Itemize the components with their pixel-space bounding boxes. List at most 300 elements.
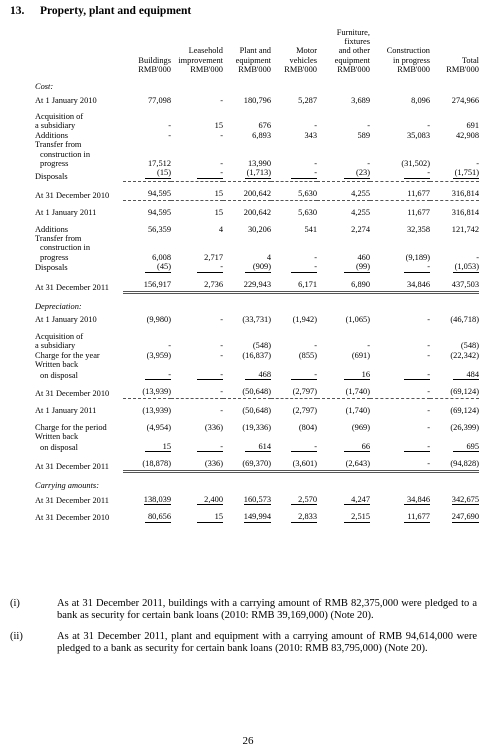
value-cell	[271, 341, 317, 350]
cell-value: 468	[245, 370, 271, 380]
column-header-line: fixtures	[344, 37, 370, 47]
cell-value: 274,966	[451, 95, 479, 105]
value-cell	[123, 280, 171, 293]
column-header	[171, 28, 223, 74]
page-number: 26	[242, 735, 254, 747]
column-header-line: in progress	[393, 55, 430, 65]
row-label: construction in	[40, 149, 91, 159]
value-cell	[223, 234, 271, 243]
value-cell	[123, 121, 171, 130]
value-cell	[370, 262, 430, 272]
cell-value: 4,247	[344, 495, 370, 505]
row-label: Transfer from	[35, 140, 82, 150]
value-cell	[271, 262, 317, 272]
cell-value: (22,342)	[450, 350, 479, 360]
cell-value: 247,690	[451, 512, 479, 522]
value-cell	[123, 189, 171, 201]
value-cell	[430, 280, 479, 293]
value-cell	[271, 96, 317, 105]
value-cell	[430, 168, 479, 181]
value-cell	[317, 432, 370, 441]
value-cell	[317, 208, 370, 217]
value-cell	[223, 459, 271, 472]
note-text: As at 31 December 2011, plant and equipment with a carrying amount of RMB 94,614,000 were pledged to a bank as security for certain bank loans (2010: RMB 83,795,000) (Note 20).	[57, 631, 477, 655]
spacer-cell	[35, 218, 479, 225]
value-cell	[370, 432, 430, 441]
value-cell	[223, 351, 271, 360]
cell-value: 5,287	[298, 95, 317, 105]
value-cell	[171, 159, 223, 168]
row-label: Additions	[35, 224, 69, 234]
cell-value: 138,039	[143, 494, 171, 504]
value-cell	[271, 243, 317, 252]
value-cell	[171, 370, 223, 380]
cell-value: -	[404, 442, 430, 452]
value-cell	[223, 341, 271, 350]
value-cell	[430, 262, 479, 272]
value-cell	[271, 370, 317, 380]
cell-value: (33,731)	[242, 315, 271, 325]
value-cell	[223, 253, 271, 262]
cell-value: 6,890	[351, 279, 370, 289]
value-cell	[123, 406, 171, 415]
value-cell	[271, 315, 317, 324]
value-cell	[317, 406, 370, 415]
value-cell	[171, 253, 223, 262]
value-cell	[123, 243, 171, 252]
value-cell	[317, 351, 370, 360]
cell-value: -	[404, 262, 430, 272]
value-cell	[171, 360, 223, 369]
cell-value: (9,189)	[405, 252, 430, 262]
value-cell	[271, 234, 317, 243]
value-cell	[430, 332, 479, 341]
cell-value: -	[367, 159, 370, 169]
value-cell	[370, 140, 430, 149]
cell-value: (45)	[145, 262, 171, 272]
value-cell	[123, 234, 171, 243]
value-cell	[370, 243, 430, 252]
row-label: a subsidiary	[35, 341, 76, 351]
cell-value: -	[145, 370, 171, 380]
cell-value: 200,642	[243, 188, 271, 198]
column-header-line: Buildings	[138, 55, 171, 65]
cell-value: 316,814	[451, 188, 479, 198]
column-unit: RMB'000	[138, 64, 171, 74]
value-cell	[171, 168, 223, 181]
row-spacer	[35, 416, 479, 423]
value-cell	[171, 423, 223, 432]
table-row	[35, 341, 479, 350]
row-label: progress	[40, 159, 69, 169]
cell-value: -	[427, 350, 430, 360]
value-cell	[123, 495, 171, 505]
cell-value: (13,939)	[142, 406, 171, 416]
value-cell	[171, 112, 223, 121]
value-cell	[171, 243, 223, 252]
value-cell	[271, 168, 317, 181]
value-cell	[171, 140, 223, 149]
table-row	[35, 442, 479, 452]
cell-value: 11,677	[407, 188, 430, 198]
value-cell	[223, 262, 271, 272]
spacer-cell	[35, 105, 479, 112]
value-cell	[223, 432, 271, 441]
value-cell	[171, 262, 223, 272]
value-cell	[223, 131, 271, 140]
cell-value: 2,833	[291, 512, 317, 522]
value-cell	[430, 253, 479, 262]
value-cell	[271, 189, 317, 201]
value-cell	[271, 512, 317, 522]
value-cell	[271, 253, 317, 262]
value-cell	[271, 150, 317, 159]
value-cell	[223, 150, 271, 159]
value-cell	[370, 234, 430, 243]
row-spacer	[35, 201, 479, 209]
table-row	[35, 189, 479, 201]
table-row	[35, 121, 479, 130]
value-cell	[271, 332, 317, 341]
cell-value: 80,656	[145, 512, 171, 522]
cell-value: (1,740)	[345, 406, 370, 416]
cell-value: (548)	[460, 341, 479, 351]
value-cell	[123, 332, 171, 341]
value-cell	[223, 225, 271, 234]
cell-value: (1,740)	[345, 386, 370, 396]
value-cell	[317, 512, 370, 522]
cell-value: (855)	[298, 350, 317, 360]
row-label: on disposal	[40, 442, 78, 452]
row-spacer	[35, 105, 479, 112]
value-cell	[123, 360, 171, 369]
value-cell	[271, 208, 317, 217]
value-cell	[171, 459, 223, 472]
table-section-title: Depreciation:	[35, 302, 82, 312]
spacer-cell	[35, 505, 479, 512]
cell-value: -	[197, 262, 223, 272]
value-cell	[317, 96, 370, 105]
cell-value: 34,846	[404, 495, 430, 505]
table-row	[35, 512, 479, 522]
cell-value: -	[197, 370, 223, 380]
cell-value: (23)	[344, 168, 370, 178]
cell-value: 56,359	[147, 224, 171, 234]
value-cell	[317, 262, 370, 272]
row-spacer	[35, 452, 479, 459]
value-cell	[123, 96, 171, 105]
value-cell	[271, 423, 317, 432]
value-cell	[223, 442, 271, 452]
table-row	[35, 208, 479, 217]
cell-value: (26,399)	[450, 422, 479, 432]
value-cell	[317, 360, 370, 369]
value-cell	[370, 459, 430, 472]
value-cell	[370, 495, 430, 505]
value-cell	[171, 121, 223, 130]
cell-value: (1,751)	[454, 168, 479, 178]
column-unit: RMB'000	[397, 64, 430, 74]
value-cell	[317, 442, 370, 452]
table-section-title: Carrying amounts:	[35, 481, 99, 491]
row-label: Acquisition of	[35, 331, 84, 341]
cell-value: 3,689	[351, 95, 370, 105]
table-row	[35, 168, 479, 181]
cell-value: -	[314, 159, 317, 169]
cell-value: -	[220, 406, 223, 416]
value-cell	[171, 351, 223, 360]
value-cell	[430, 387, 479, 399]
value-cell	[123, 423, 171, 432]
value-cell	[123, 432, 171, 441]
row-label: Disposals	[35, 263, 68, 273]
row-label: on disposal	[40, 370, 78, 380]
cell-value: -	[220, 95, 223, 105]
row-label: At 31 December 2011	[35, 462, 109, 472]
value-cell	[271, 140, 317, 149]
value-cell	[370, 315, 430, 324]
value-cell	[223, 387, 271, 399]
cell-value: (1,053)	[454, 262, 479, 272]
cell-value: -	[427, 422, 430, 432]
cell-value: (3,601)	[292, 458, 317, 468]
section-title: Property, plant and equipment	[40, 5, 192, 17]
cell-value: 2,515	[344, 512, 370, 522]
table-row	[35, 253, 479, 262]
cell-value: 15	[197, 512, 223, 522]
value-cell	[171, 234, 223, 243]
spacer-cell	[35, 416, 479, 423]
value-cell	[123, 351, 171, 360]
cell-value: 160,573	[243, 494, 271, 504]
value-cell	[171, 387, 223, 399]
cell-value: -	[427, 341, 430, 351]
row-spacer	[35, 399, 479, 407]
cell-value: -	[404, 168, 430, 178]
cell-value: 4	[266, 252, 271, 262]
value-cell	[317, 280, 370, 293]
cell-value: 342,675	[451, 494, 479, 504]
value-cell	[430, 159, 479, 168]
cell-value: 42,908	[455, 130, 479, 140]
value-cell	[430, 140, 479, 149]
cell-value: 35,083	[406, 130, 430, 140]
cell-value: (1,942)	[292, 315, 317, 325]
value-cell	[271, 360, 317, 369]
value-cell	[123, 112, 171, 121]
cell-value: (31,502)	[401, 159, 430, 169]
row-label: At 1 January 2010	[35, 315, 97, 325]
value-cell	[430, 423, 479, 432]
value-cell	[370, 189, 430, 201]
value-cell	[317, 150, 370, 159]
value-cell	[317, 112, 370, 121]
value-cell	[223, 280, 271, 293]
value-cell	[317, 370, 370, 380]
table-row	[35, 280, 479, 293]
cell-value: -	[476, 252, 479, 262]
value-cell	[123, 442, 171, 452]
cell-value: (16,837)	[242, 350, 271, 360]
cell-value: -	[427, 386, 430, 396]
cell-value: 4	[218, 224, 223, 234]
value-cell	[430, 442, 479, 452]
cell-value: 695	[453, 442, 479, 452]
cell-value: 6,171	[298, 279, 317, 289]
value-cell	[171, 406, 223, 415]
cell-value: 94,595	[147, 208, 171, 218]
row-label: At 1 January 2010	[35, 95, 97, 105]
value-cell	[271, 280, 317, 293]
cell-value: (46,718)	[450, 315, 479, 325]
value-cell	[271, 131, 317, 140]
value-cell	[123, 262, 171, 272]
table-row	[35, 423, 479, 432]
value-cell	[370, 351, 430, 360]
value-cell	[223, 370, 271, 380]
value-cell	[171, 341, 223, 350]
value-cell	[223, 168, 271, 181]
note-marker: (i)	[10, 598, 20, 609]
value-cell	[370, 280, 430, 293]
column-header	[430, 28, 479, 74]
value-cell	[223, 406, 271, 415]
row-label: At 1 January 2011	[35, 406, 97, 416]
column-header-line: equipment	[235, 55, 271, 65]
value-cell	[317, 159, 370, 168]
cell-value: (1,065)	[345, 315, 370, 325]
value-cell	[370, 341, 430, 350]
row-label: Written back	[35, 360, 79, 370]
value-cell	[123, 459, 171, 472]
row-label: Disposals	[35, 171, 68, 181]
cell-value: (99)	[344, 262, 370, 272]
value-cell	[370, 512, 430, 522]
table-row	[35, 243, 479, 252]
row-label: Charge for the period	[35, 422, 107, 432]
value-cell	[430, 459, 479, 472]
value-cell	[317, 315, 370, 324]
value-cell	[171, 332, 223, 341]
cell-value: (336)	[204, 422, 223, 432]
value-cell	[171, 189, 223, 201]
row-spacer	[35, 380, 479, 387]
value-cell	[370, 150, 430, 159]
cell-value: 316,814	[451, 208, 479, 218]
row-label: Transfer from	[35, 234, 82, 244]
cell-value: 691	[466, 121, 479, 131]
spacer-cell	[35, 380, 479, 387]
cell-value: -	[427, 315, 430, 325]
value-cell	[271, 159, 317, 168]
cell-value: -	[427, 458, 430, 468]
ppe-table	[35, 28, 479, 523]
cell-value: 589	[357, 130, 370, 140]
cell-value: -	[476, 159, 479, 169]
value-cell	[317, 341, 370, 350]
value-cell	[223, 159, 271, 168]
value-cell	[123, 140, 171, 149]
table-row	[35, 96, 479, 105]
cell-value: 5,630	[298, 208, 317, 218]
value-cell	[123, 387, 171, 399]
value-cell	[430, 234, 479, 243]
table-row	[35, 387, 479, 399]
column-header-line: improvement	[178, 55, 223, 65]
table-row	[35, 112, 479, 121]
cell-value: -	[197, 168, 223, 178]
column-header-line: vehicles	[289, 55, 317, 65]
row-spacer	[35, 325, 479, 332]
header-spacer	[35, 28, 123, 74]
value-cell	[370, 442, 430, 452]
cell-value: 437,503	[451, 279, 479, 289]
row-label: Acquisition of	[35, 111, 84, 121]
cell-value: (909)	[245, 262, 271, 272]
cell-value: (69,124)	[450, 386, 479, 396]
value-cell	[430, 341, 479, 350]
row-label: At 31 December 2010	[35, 513, 110, 523]
value-cell	[271, 387, 317, 399]
value-cell	[123, 225, 171, 234]
value-cell	[370, 208, 430, 217]
cell-value: -	[314, 121, 317, 131]
column-header	[223, 28, 271, 74]
value-cell	[271, 442, 317, 452]
value-cell	[171, 131, 223, 140]
value-cell	[430, 96, 479, 105]
value-cell	[430, 432, 479, 441]
row-spacer	[35, 505, 479, 512]
cell-value: 15	[214, 121, 223, 131]
value-cell	[317, 423, 370, 432]
cell-value: -	[168, 130, 171, 140]
value-cell	[430, 315, 479, 324]
cell-value: 11,677	[404, 512, 430, 522]
value-cell	[430, 406, 479, 415]
cell-value: -	[367, 121, 370, 131]
cell-value: -	[220, 130, 223, 140]
cell-value: 121,742	[451, 224, 479, 234]
value-cell	[317, 332, 370, 341]
column-header-line: Total	[461, 55, 479, 65]
table-section-title: Cost:	[35, 82, 54, 92]
cell-value: 11,677	[407, 208, 430, 218]
cell-value: 77,098	[147, 95, 171, 105]
cell-value: -	[168, 341, 171, 351]
row-label: At 31 December 2011	[35, 495, 109, 505]
value-cell	[123, 168, 171, 181]
column-header-line: and other	[338, 46, 370, 56]
cell-value: (18,878)	[142, 458, 171, 468]
value-cell	[123, 512, 171, 522]
table-row	[35, 360, 479, 369]
cell-value: -	[197, 442, 223, 452]
value-cell	[430, 131, 479, 140]
row-label: Additions	[35, 130, 69, 140]
cell-value: (69,370)	[242, 458, 271, 468]
cell-value: 343	[304, 130, 317, 140]
cell-value: (1,713)	[246, 168, 271, 178]
cell-value: (13,939)	[142, 386, 171, 396]
spacer-cell	[35, 181, 479, 189]
table-row	[35, 406, 479, 415]
cell-value: -	[427, 121, 430, 131]
table-row	[35, 351, 479, 360]
section-title-row	[35, 74, 479, 91]
cell-value: -	[168, 121, 171, 131]
section-number: 13.	[10, 5, 25, 17]
